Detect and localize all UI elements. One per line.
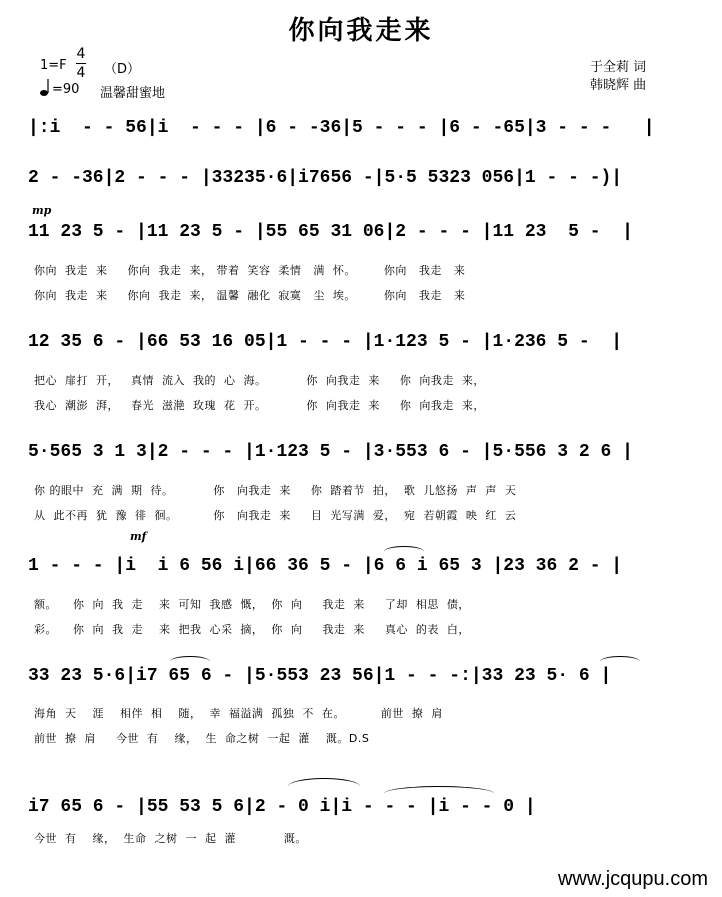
tie-arc: [384, 786, 494, 801]
music-row-2: 2 - -36|2 - - - |33235·6|i7656 -|5·5 5323 056|1 - - -)|: [28, 168, 623, 188]
music-row-1: |:i - - 56|i - - - |6 - -36|5 - - - |6 - -65|3 - - - |: [28, 118, 655, 138]
tie-arc: [288, 778, 360, 795]
lyric-line-4: 我心 潮澎 湃， 春光 滋滟 玫瑰 花 开。 你 向我走 来 你 向我走 来，: [34, 399, 485, 412]
composer: 韩晓辉 曲: [590, 78, 647, 93]
tie-arc: [384, 546, 424, 557]
music-row-4: 12 35 6 - |66 53 16 05|1 - - - |1·123 5 - |1·236 5 - |: [28, 332, 623, 352]
time-top: 4: [76, 46, 86, 62]
song-title: 你向我走来: [288, 16, 434, 46]
music-row-5: 5·565 3 1 3|2 - - - |1·123 5 - |3·553 6 - |5·556 3 2 6 |: [28, 442, 633, 462]
tie-arc: [600, 656, 640, 667]
lyric-line-9: 海角 天 涯 相伴 相 随， 幸 福溢满 孤独 不 在。 前世 撩 肩: [34, 707, 443, 720]
quarter-note-icon: [40, 79, 50, 97]
tempo: =90: [52, 82, 80, 97]
lyricist: 于全莉 词: [590, 60, 647, 75]
music-row-8: i7 65 6 - |55 53 5 6|2 - 0 i|i - - - |i - - 0 |: [28, 797, 536, 817]
music-row-6: 1 - - - |i i 6 56 i|66 36 5 - |6 6 i 65 3 |23 36 2 - |: [28, 556, 623, 576]
tie-arc: [170, 656, 210, 667]
lyric-line-6: 从 此不再 犹 豫 徘 徊。 你 向我走 来 目 光写满 爱， 宛 若朝霞 映 红 云: [34, 509, 517, 522]
lyric-line-2: 你向 我走 来 你向 我走 来， 温馨 融化 寂寞 尘 埃。 你向 我走 来: [34, 289, 466, 302]
key-signature: 1=F: [40, 58, 67, 73]
music-row-7: 33 23 5·6|i7 65 6 - |5·553 23 56|1 - - -:|33 23 5· 6 |: [28, 666, 612, 686]
lyric-line-7: 额。 你 向 我 走 来 可知 我感 慨， 你 向 我走 来 了却 相思 债，: [34, 598, 470, 611]
time-bottom: 4: [76, 65, 86, 81]
lyric-line-10: 前世 撩 肩 今世 有 缘， 生 命之树 一起 灌 溉。D.S: [34, 732, 370, 745]
mood: 温馨甜蜜地: [100, 86, 166, 101]
key-alt: （D）: [104, 62, 141, 77]
lyric-line-5: 你 的眼中 充 满 期 待。 你 向我走 来 你 踏着节 拍， 歌 儿悠扬 声 声 天: [34, 484, 517, 497]
site-watermark: www.jcqupu.com: [557, 868, 708, 890]
lyric-line-1: 你向 我走 来 你向 我走 来， 带着 笑容 柔情 满 怀。 你向 我走 来: [34, 264, 466, 277]
music-row-3: 11 23 5 - |11 23 5 - |55 65 31 06|2 - - - |11 23 5 - |: [28, 222, 633, 242]
time-divider: [76, 63, 86, 64]
lyric-line-3: 把心 扉打 开， 真情 流入 我的 心 海。 你 向我走 来 你 向我走 来，: [34, 374, 485, 387]
lyric-line-11: 今世 有 缘， 生命 之树 一 起 灌 溉。: [34, 832, 307, 845]
dynamic-mp: mp: [32, 204, 52, 217]
lyric-line-8: 彩。 你 向 我 走 来 把我 心采 摘， 你 向 我走 来 真心 的表 白，: [34, 623, 470, 636]
dynamic-mf: mf: [130, 530, 147, 543]
time-signature: [76, 46, 86, 81]
